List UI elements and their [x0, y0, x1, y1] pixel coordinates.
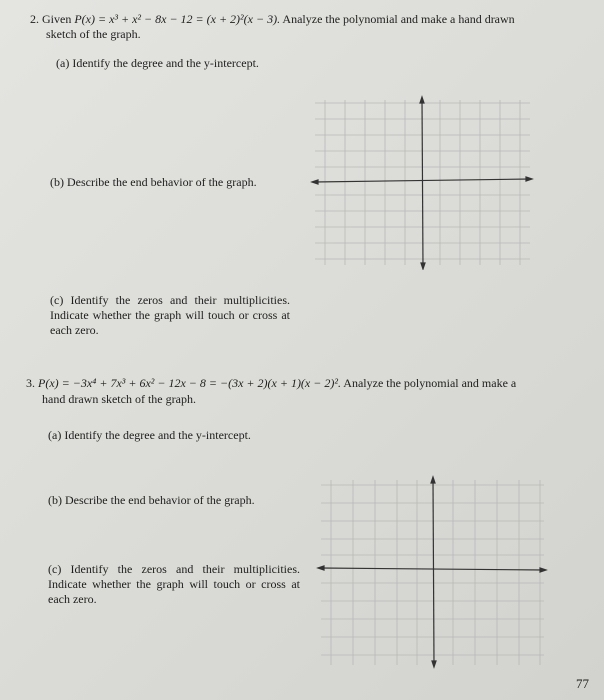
- problem-3-task: Analyze the polynomial and make a: [343, 376, 517, 390]
- y-axis-arrow-up-icon: [431, 477, 435, 483]
- problem-3-task-cont: hand drawn sketch of the graph.: [42, 392, 196, 406]
- problem-2-part-b: (b) Describe the end behavior of the graph.: [50, 175, 257, 189]
- problem-2-number: 2.: [30, 12, 39, 26]
- problem-2-task: Analyze the polynomial and make a hand drawn: [282, 12, 515, 26]
- problem-2-graph-grid: [310, 95, 535, 270]
- problem-2-intro: Given: [42, 12, 72, 26]
- problem-2-part-a: (a) Identify the degree and the y-intercept.: [56, 56, 259, 70]
- problem-2-polynomial: P(x) = x³ + x² − 8x − 12 = (x + 2)²(x − 3).: [74, 12, 281, 26]
- y-axis-arrow-up-icon: [420, 97, 424, 103]
- problem-2-statement: [30, 12, 515, 27]
- x-axis-arrow-right-icon: [540, 568, 546, 572]
- problem-2-task-cont: sketch of the graph.: [46, 27, 141, 41]
- problem-3-part-b: (b) Describe the end behavior of the graph.: [48, 493, 255, 507]
- problem-3-number: 3.: [26, 376, 35, 390]
- x-axis-arrow-left-icon: [312, 180, 318, 184]
- problem-3-polynomial: P(x) = −3x⁴ + 7x³ + 6x² − 12x − 8 = −(3x + 2)(x + 1)(x − 2)².: [38, 376, 341, 390]
- grid-lines: [321, 480, 544, 665]
- problem-2-part-c: (c) Identify the zeros and their multiplicities. Indicate whether the graph will touch or cross at each zero.: [50, 293, 290, 337]
- x-axis-arrow-right-icon: [526, 177, 532, 181]
- problem-3-part-a: (a) Identify the degree and the y-intercept.: [48, 428, 251, 442]
- axes: [318, 477, 546, 667]
- x-axis-arrow-left-icon: [318, 566, 324, 570]
- problem-3-part-c: (c) Identify the zeros and their multiplicities. Indicate whether the graph will touch or cross at each zero.: [48, 562, 300, 606]
- problem-3-statement: [26, 376, 516, 391]
- problem-3-graph-grid: [316, 475, 548, 670]
- y-axis-arrow-down-icon: [421, 263, 425, 269]
- y-axis-arrow-down-icon: [432, 661, 436, 667]
- page-number: 77: [576, 676, 589, 691]
